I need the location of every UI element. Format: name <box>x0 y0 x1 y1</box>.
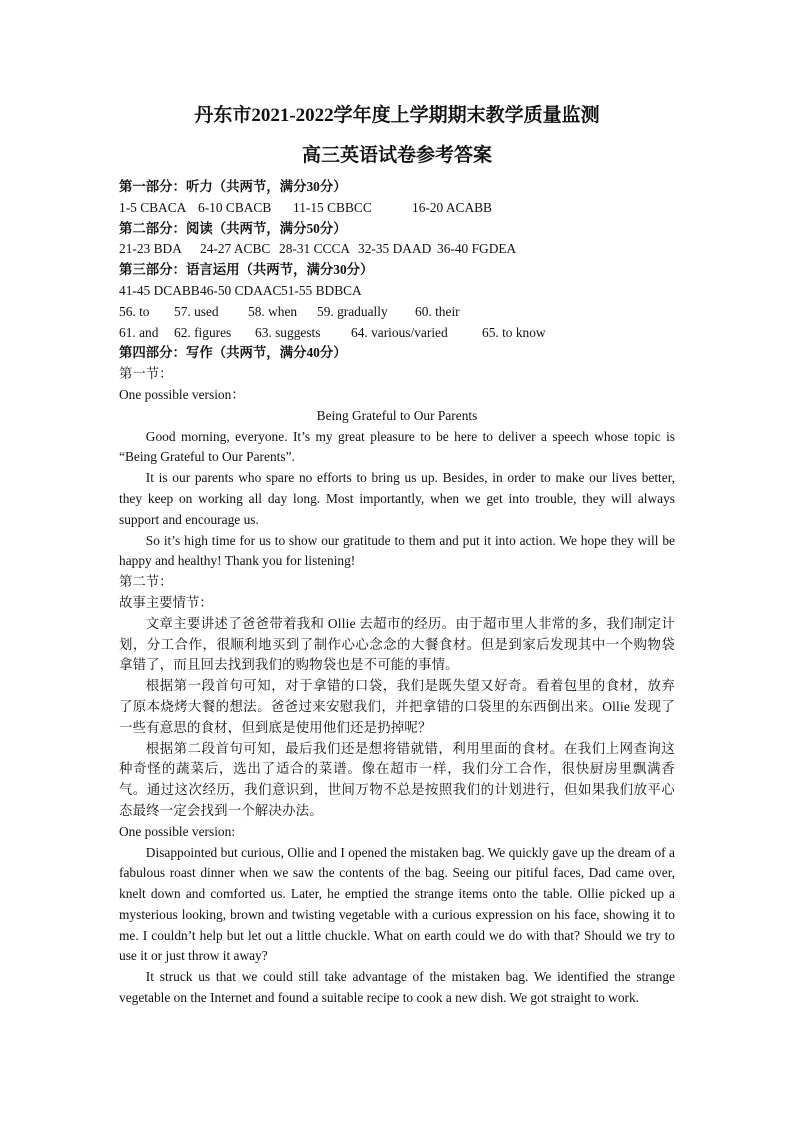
section1-label: 第一节： <box>119 366 173 382</box>
part3-blanks-row-2 <box>119 323 675 344</box>
essay-title: Being Grateful to Our Parents <box>316 407 478 423</box>
blank-answer: 59. gradually <box>317 303 388 319</box>
document-title: 丹东市2021-2022学年度上学期期末教学质量监测 <box>194 105 600 126</box>
essay-paragraph: It is our parents who spare no efforts to bring us up. Besides, in order to make our lives better, they keep on working all day long. Most importantly, when we get into trouble, they will always support and encourage us. <box>119 470 675 527</box>
plot-paragraph: 根据第一段首句可知，对于拿错的口袋，我们是既失望又好奇。看着包里的食材，放弃了原本烧烤大餐的想法。爸爸过来安慰我们，并把拿错的口袋里的东西倒出来。Ollie 发现了一些有意思的食材，但到底是使用他们还是扔掉呢？ <box>119 678 675 735</box>
answer-group: 51-55 BDBCA <box>281 282 362 298</box>
answer-group: 28-31 CCCA <box>279 241 351 257</box>
blank-answer: 65. to know <box>482 324 546 340</box>
part3-blanks-row-1 <box>119 302 675 323</box>
answer-group: 6-10 CBACB <box>198 199 272 215</box>
plot-paragraph: 根据第二段首句可知，最后我们还是想将错就错，利用里面的食材。在我们上网查询这种奇怪的蔬菜后，选出了适合的菜谱。像在超市一样，我们分工合作，很快厨房里飘满香气。通过这次经历，我们意识到，世间万物不总是按照我们的计划进行，但如果我们放平心态最终一定会找到一个解决办法。 <box>119 740 675 818</box>
essay-paragraph: Good morning, everyone. It’s my great pleasure to be here to deliver a speech whose topic is “Being Grateful to Our Parents”. <box>119 428 675 465</box>
answer-group: 46-50 CDAAC <box>200 282 282 298</box>
blank-answer: 64. various/varied <box>351 324 448 340</box>
part2-answers <box>119 239 675 260</box>
answer-group: 24-27 ACBC <box>200 241 271 257</box>
part3-answers <box>119 281 675 302</box>
blank-answer: 60. their <box>415 303 460 319</box>
part1-answers <box>119 198 675 219</box>
plot-label: 故事主要情节： <box>119 594 213 610</box>
section2-version-label: One possible version: <box>119 823 236 839</box>
essay-paragraph: So it’s high time for us to show our gratitude to them and put it into action. We hope they will be happy and healthy! Thank you for listening! <box>119 532 675 569</box>
blank-answer: 61. and <box>119 324 159 340</box>
answer-group: 41-45 DCABB <box>119 282 200 298</box>
section1-version-label: One possible version： <box>119 386 245 402</box>
document-subtitle: 高三英语试卷参考答案 <box>301 145 492 166</box>
part1-heading: 第一部分：听力（共两节，满分30分） <box>119 179 347 194</box>
blank-answer: 62. figures <box>174 324 232 340</box>
blank-answer: 63. suggests <box>255 324 321 340</box>
part2-heading: 第二部分：阅读（共两节，满分50分） <box>119 220 347 236</box>
plot-paragraph: 文章主要讲述了爸爸带着我和 Ollie 去超市的经历。由于超市里人非常的多，我们制定计划，分工合作，很顺利地买到了制作心心念念的大餐食材。但是到家后发现其中一个购物袋拿错了，而且回去找到我们的购物袋也是不可能的事情。 <box>119 615 675 673</box>
answer-group: 32-35 DAAD <box>358 241 432 257</box>
answer-group: 16-20 ACABB <box>412 199 492 215</box>
story-paragraph: It struck us that we could still take advantage of the mistaken bag. We identified the strange vegetable on the Internet and found a suitable recipe to cook a new dish. We got straight to work. <box>119 969 675 1006</box>
part3-heading: 第三部分：语言运用（共两节，满分30分） <box>119 262 374 278</box>
answer-group: 1-5 CBACA <box>119 199 187 215</box>
answer-group: 21-23 BDA <box>119 241 182 257</box>
answer-group: 36-40 FGDEA <box>437 241 517 257</box>
story-paragraph: Disappointed but curious, Ollie and I opened the mistaken bag. We quickly gave up the dream of a fabulous roast dinner when we saw the contents of the bag. Seeing our pitiful faces, Dad came over, knelt down and comforted us. Later, he emptied the strange items onto the table. Ollie picked up a mysterious looking, brown and twisting vegetable with a curious expression on his face, showing it to me. I couldn’t help but let out a little chuckle. What on earth could we do with that? Should we try to use it or just throw it away? <box>119 844 675 964</box>
blank-answer: 57. used <box>174 303 219 319</box>
blank-answer: 56. to <box>119 303 150 319</box>
blank-answer: 58. when <box>248 303 298 319</box>
answer-group: 11-15 CBBCC <box>293 199 372 215</box>
part4-heading: 第四部分：写作（共两节，满分40分） <box>119 345 347 361</box>
section2-label: 第二节： <box>119 574 173 590</box>
